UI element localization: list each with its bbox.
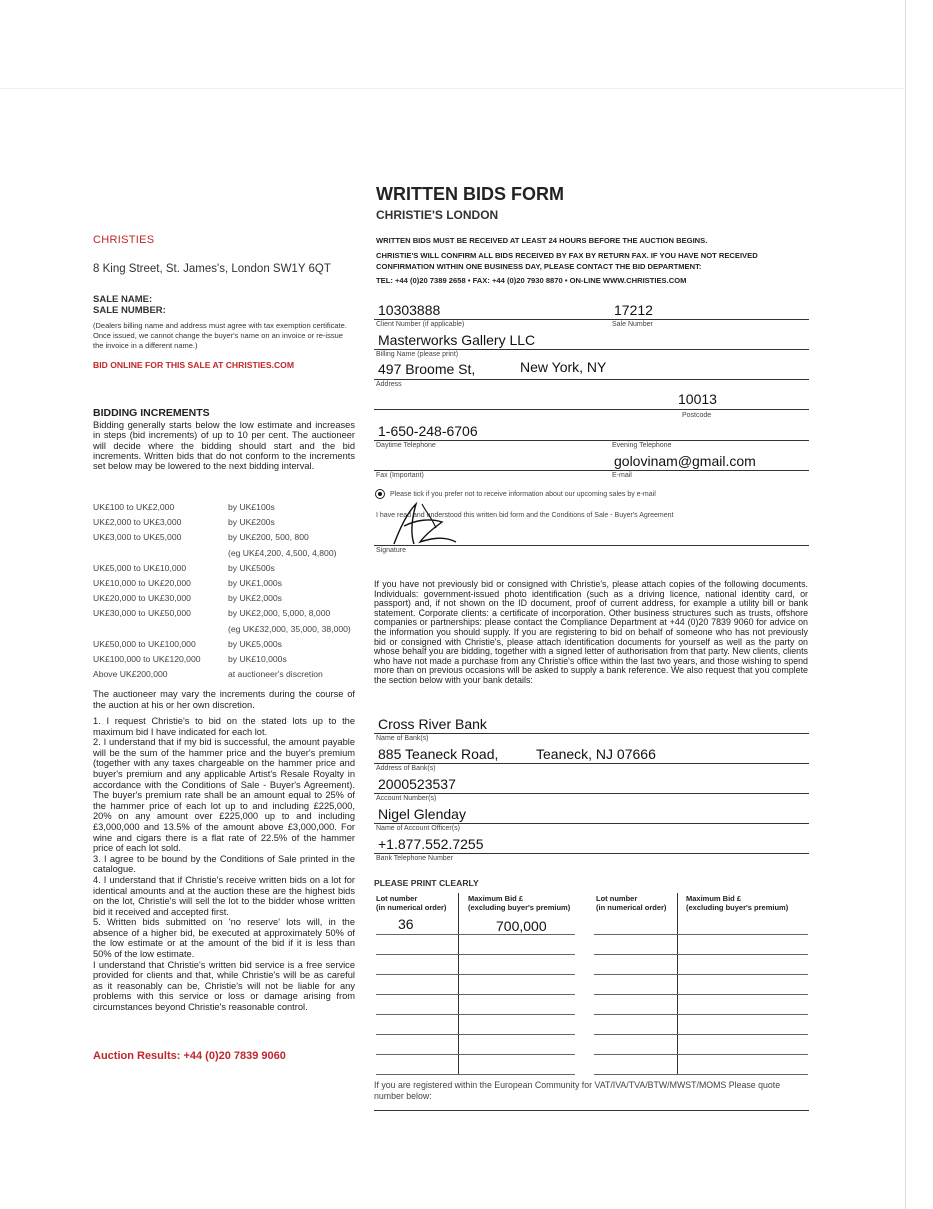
bank-phone-label: Bank Telephone Number xyxy=(376,855,453,862)
increment-row xyxy=(93,500,363,515)
bank-address-label: Address of Bank(s) xyxy=(376,765,436,772)
increment-row xyxy=(93,561,363,576)
billing-name-label: Billing Name (please print) xyxy=(376,351,459,358)
increment-range: UK£5,000 to UK£10,000 xyxy=(93,562,187,573)
bid-table-rule xyxy=(376,1054,575,1055)
bid-table-rule xyxy=(594,1074,808,1075)
notice-confirm: CHRISTIE'S WILL CONFIRM ALL BIDS RECEIVED BY FAX BY RETURN FAX. IF YOU HAVE NOT RECEIVED CONFIRMATION WITHIN ONE BUSINESS DAY, PLEASE CONTACT THE BID DEPARTMENT: xyxy=(376,251,758,271)
postcode-label: Postcode xyxy=(682,412,712,419)
term-item: 4. I understand that if Christie's receive written bids on a lot for identical amounts and at the auction these are the highest bids on the lot, Christie's will sell the lot to the bidder whose written bid it received and accepted first. xyxy=(93,874,355,917)
daytime-phone-field[interactable]: 1-650-248-6706 xyxy=(378,423,478,439)
lot-number-header-sub: (in numerical order) xyxy=(596,903,667,912)
bid-table-rule xyxy=(594,954,808,955)
max-bid-header-right xyxy=(686,894,788,912)
address-street-field[interactable]: 497 Broome St, xyxy=(378,361,476,377)
christies-address: 8 King Street, St. James's, London SW1Y 6QT xyxy=(93,263,331,275)
term-item: 2. I understand that if my bid is successful, the amount payable will be the sum of the hammer price and the buyer's premium (together with any taxes chargeable on the hammer price and buyer's premium and any applicable Artist's Resale Royalty in accordance with the Conditions of Sale - Buyer's Agreement). The buyer's premium rate shall be an amount equal to 25% of the hammer price of each lot up to and including £225,000, 20% on any amount over £225,000 up to and including £3,000,000 and 13.5% of the amount above £3,000,000. For wine and cigars there is a flat rate of 22.5% of the hammer price of each lot sold. xyxy=(93,737,355,854)
bid-online-link[interactable]: BID ONLINE FOR THIS SALE AT CHRISTIES.COM xyxy=(93,360,294,370)
identification-paragraph: If you have not previously bid or consigned with Christie's, please attach copies of the following documents. Individuals: government-issued photo identification (such as a driving licence, national identity card, or passport) and, if not shown on the ID document, proof of current address, for example a utility bill or bank statement. Corporate clients: a certificate of incorporation. Other business structures such as trusts, offshore companies or partnerships: please contact the Compliance Department at +44 (0)20 7839 9060 for advice on the information you should supply. If you are registering to bid on behalf of someone who has not previously bid or consigned with Christie's, please attach identification documents for yourself as well as the party on whose behalf you are bidding, together with a signed letter of authorisation from that party. New clients, clients who have not made a purchase from any Christie's office within the last two years, and those wishing to spend more than on previous occasions will be asked to supply a bank reference. We also request that you complete the section below with your bank details: xyxy=(374,579,808,685)
max-bid-header-text xyxy=(686,894,788,903)
max-bid-header-text xyxy=(468,894,570,903)
fax-label: Fax (Important) xyxy=(376,472,424,479)
phone-line xyxy=(374,440,809,441)
bid-table-divider-right xyxy=(677,893,678,1075)
account-officer-field[interactable]: Nigel Glenday xyxy=(378,806,466,822)
sale-number-label: Sale Number xyxy=(612,321,653,328)
bidding-increments-title: BIDDING INCREMENTS xyxy=(93,407,210,419)
increment-step: by UK£200, 500, 800 xyxy=(228,532,309,543)
lot-number-header-left xyxy=(376,894,446,912)
increment-step: by UK£2,000, 5,000, 8,000 xyxy=(228,608,331,619)
address-city-field[interactable]: New York, NY xyxy=(520,359,607,375)
client-number-label: Client Number (if applicable) xyxy=(376,321,465,328)
account-officer-label: Name of Account Officer(s) xyxy=(376,825,460,832)
bidding-increments-intro: Bidding generally starts below the low estimate and increases in steps (bid increments) of up to 10 per cent. The auctioneer will decide where the bidding should start and the bid increments. Written bids that do not conform to the increments set below may be lowered to the next bidding interval. xyxy=(93,420,355,472)
bid-table-rule xyxy=(376,954,575,955)
form-subtitle: CHRISTIE'S LONDON xyxy=(376,208,499,222)
increment-step: by UK£200s xyxy=(228,517,275,528)
increment-row xyxy=(93,515,363,530)
page-right-edge xyxy=(905,0,906,1209)
increment-row xyxy=(93,606,363,621)
term-item: I understand that Christie's written bid service is a free service provided for clients and that, while Christie's will be as careful as it reasonably can be, Christie's will not be liable for any problems with this service or loss or damage arising from circumstances beyond Christie's reasonable control. xyxy=(93,959,355,1013)
increment-step: (eg UK£4,200, 4,500, 4,800) xyxy=(228,547,337,558)
term-item: 3. I agree to be bound by the Conditions of Sale printed in the catalogue. xyxy=(93,853,355,875)
auction-results-phone: Auction Results: +44 (0)20 7839 9060 xyxy=(93,1050,286,1062)
notice-contact: TEL: +44 (0)20 7389 2658 • FAX: +44 (0)20 7930 8870 • ON-LINE WWW.CHRISTIES.COM xyxy=(376,276,687,285)
bid-table-rule xyxy=(594,1014,808,1015)
postcode-line xyxy=(374,409,809,410)
auctioneer-note: The auctioneer may vary the increments during the course of the auction at his or her own discretion. xyxy=(93,689,355,710)
lot-number-header-right xyxy=(596,894,666,912)
increment-row xyxy=(93,546,363,561)
increment-step: by UK£100s xyxy=(228,502,275,512)
increment-row xyxy=(93,652,363,667)
address-line xyxy=(374,379,809,380)
radio-selected-dot xyxy=(378,492,382,496)
increment-step: by UK£500s xyxy=(228,562,275,573)
increment-range: UK£20,000 to UK£30,000 xyxy=(93,593,191,604)
bank-name-line xyxy=(374,733,809,734)
client-number-line xyxy=(374,319,809,320)
bank-phone-line xyxy=(374,853,809,854)
bank-address-city-field[interactable]: Teaneck, NJ 07666 xyxy=(536,746,656,762)
max-bid-header-sub: (excluding buyer's premium) xyxy=(686,903,789,912)
bid-table-rule xyxy=(376,1034,575,1035)
page-top-edge xyxy=(0,88,905,89)
fax-email-line xyxy=(374,470,809,471)
increment-row xyxy=(93,667,363,682)
christies-brand: CHRISTIES xyxy=(93,234,155,246)
increment-range: UK£100 to UK£2,000 xyxy=(93,502,175,512)
increment-range xyxy=(93,622,228,637)
account-officer-line xyxy=(374,823,809,824)
bid-row-1-amount[interactable]: 700,000 xyxy=(496,918,547,934)
increment-range: UK£100,000 to UK£120,000 xyxy=(93,654,201,665)
print-clearly-label: PLEASE PRINT CLEARLY xyxy=(374,878,479,888)
terms-list xyxy=(93,716,355,1013)
email-optout-radio[interactable] xyxy=(375,489,385,499)
increment-step: at auctioneer's discretion xyxy=(228,669,323,680)
bid-table-rule xyxy=(594,1054,808,1055)
bid-table-rule xyxy=(594,1034,808,1035)
increment-range: UK£3,000 to UK£5,000 xyxy=(93,532,182,543)
form-title: WRITTEN BIDS FORM xyxy=(376,184,564,204)
bid-table-rule xyxy=(376,1074,575,1075)
lot-number-header-text: Lot number xyxy=(596,894,638,903)
increment-row xyxy=(93,637,363,652)
increment-range xyxy=(93,546,228,561)
signature-mark xyxy=(386,498,466,550)
evening-phone-label: Evening Telephone xyxy=(612,442,672,449)
dealers-note: (Dealers billing name and address must agree with tax exemption certificate. Once issued, we cannot change the buyer's name on an invoice or re-issue the invoice in a different name.) xyxy=(93,321,347,350)
bank-phone-field[interactable]: +1.877.552.7255 xyxy=(378,836,484,852)
increment-row xyxy=(93,576,363,591)
bid-table-rule xyxy=(376,974,575,975)
increment-step: by UK£5,000s xyxy=(228,638,282,649)
bid-table-rule xyxy=(376,1014,575,1015)
bid-table-rule xyxy=(594,934,808,935)
increment-range: UK£2,000 to UK£3,000 xyxy=(93,517,182,528)
increments-table xyxy=(93,500,363,682)
bank-name-label: Name of Bank(s) xyxy=(376,735,429,742)
increment-range: UK£10,000 to UK£20,000 xyxy=(93,578,191,589)
term-item: 1. I request Christie's to bid on the stated lots up to the maximum bid I have indicated for each lot. xyxy=(93,716,355,737)
bid-table-rule xyxy=(594,974,808,975)
vat-line xyxy=(374,1110,809,1111)
sale-number-label: SALE NUMBER: xyxy=(93,305,166,316)
max-bid-header-left xyxy=(468,894,570,912)
account-number-label: Account Number(s) xyxy=(376,795,437,802)
sale-name-label: SALE NAME: xyxy=(93,294,153,305)
address-label: Address xyxy=(376,381,402,388)
increment-row xyxy=(93,591,363,606)
billing-name-field[interactable]: Masterworks Gallery LLC xyxy=(378,332,536,348)
bank-name-field[interactable]: Cross River Bank xyxy=(378,716,487,732)
increment-row xyxy=(93,530,363,545)
bid-table-divider-left xyxy=(458,893,459,1075)
bank-address-line xyxy=(374,763,809,764)
bid-table-rule xyxy=(376,934,575,935)
increment-range: UK£50,000 to UK£100,000 xyxy=(93,638,196,649)
max-bid-header-label: Maximum Bid £ xyxy=(686,894,742,903)
email-label: E-mail xyxy=(612,472,632,479)
email-optout-text: Please tick if you prefer not to receive information about our upcoming sales by e-mail xyxy=(390,491,656,498)
bid-row-1-lot[interactable]: 36 xyxy=(398,916,414,932)
bid-table-rule xyxy=(376,994,575,995)
term-item: 5. Written bids submitted on 'no reserve' lots will, in the absence of a higher bid, be executed at approximately 50% of the low estimate or at the amount of the bid if it is less than 50% of the low estimate. xyxy=(93,917,355,960)
increment-range: UK£30,000 to UK£50,000 xyxy=(93,608,191,619)
increment-step: (eg UK£32,000, 35,000, 38,000) xyxy=(228,623,351,634)
account-number-field[interactable]: 2000523537 xyxy=(378,776,456,792)
signature-label: Signature xyxy=(376,547,406,554)
client-number-field[interactable]: 10303888 xyxy=(378,302,441,318)
bid-table-rule xyxy=(594,994,808,995)
daytime-phone-label: Daytime Telephone xyxy=(376,442,436,449)
increment-step: by UK£2,000s xyxy=(228,593,282,604)
increment-range: Above UK£200,000 xyxy=(93,669,168,680)
postcode-field[interactable]: 10013 xyxy=(678,391,717,407)
lot-number-header-text: Lot number xyxy=(376,894,418,903)
increment-row xyxy=(93,622,363,637)
increment-step: by UK£1,000s xyxy=(228,578,282,589)
max-bid-header-label: Maximum Bid £ xyxy=(468,894,524,903)
notice-24-hours: WRITTEN BIDS MUST BE RECEIVED AT LEAST 24 HOURS BEFORE THE AUCTION BEGINS. xyxy=(376,236,708,245)
max-bid-header-sub: (excluding buyer's premium) xyxy=(468,903,571,912)
billing-name-line xyxy=(374,349,809,350)
account-number-line xyxy=(374,793,809,794)
increment-step: by UK£10,000s xyxy=(228,654,287,665)
email-field[interactable]: golovinam@gmail.com xyxy=(614,453,756,469)
bank-address-street-field[interactable]: 885 Teaneck Road, xyxy=(378,746,499,762)
lot-number-header-sub: (in numerical order) xyxy=(376,903,447,912)
sale-number-field[interactable]: 17212 xyxy=(614,302,653,318)
signature-line xyxy=(374,545,809,546)
vat-note: If you are registered within the European Community for VAT/IVA/TVA/BTW/MWST/MOMS Please quote number below: xyxy=(374,1080,781,1101)
agreement-text: I have read and understood this written bid form and the Conditions of Sale - Buyer's Agreement xyxy=(376,512,674,519)
